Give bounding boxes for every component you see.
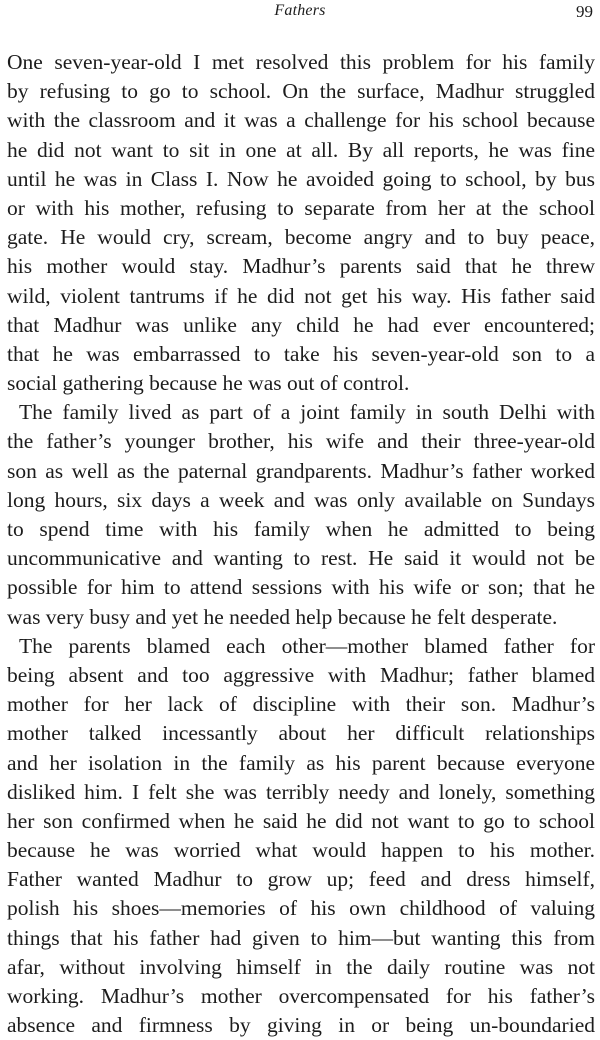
page-number: 99 (576, 2, 593, 21)
text-line: uncommunicative and wanting to rest. He said it would not be (7, 546, 595, 571)
text-line: mother for her lack of discipline with their son. Madhur’s (7, 692, 595, 717)
text-line: wild, violent tantrums if he did not get his way. His father said (7, 283, 595, 308)
text-line: mother talked incessantly about her difficult relationships (7, 721, 595, 746)
text-line: gate. He would cry, scream, become angry and to buy peace, (7, 225, 595, 250)
text-line: until he was in Class I. Now he avoided going to school, by bus (7, 166, 595, 191)
text-line: being absent and too aggressive with Madhur; father blamed (7, 662, 595, 687)
text-line: absence and firmness by giving in or being un-boundaried (7, 1013, 595, 1038)
text-line: her son confirmed when he said he did not want to go to school (7, 808, 595, 833)
text-line: One seven-year-old I met resolved this problem for his family (7, 50, 595, 74)
paragraph (7, 398, 595, 632)
running-title: Fathers (274, 2, 326, 19)
text-line: things that his father had given to him—but wanting this from (7, 925, 595, 950)
text-line: disliked him. I felt she was terribly needy and lonely, something (7, 779, 595, 804)
text-line: or with his mother, refusing to separate from her at the school (7, 195, 595, 220)
text-line: polish his shoes—memories of his own childhood of valuing (7, 896, 595, 921)
paragraph (7, 632, 595, 1040)
text-line: afar, without involving himself in the daily routine was not (7, 954, 595, 979)
paragraph (7, 48, 595, 398)
text-line: he did not want to sit in one at all. By all reports, he was fine (7, 137, 595, 162)
text-line: long hours, six days a week and was only available on Sundays (7, 487, 595, 512)
text-line: working. Madhur’s mother overcompensated for his father’s (7, 984, 595, 1008)
text-line: that Madhur was unlike any child he had ever encountered; (7, 312, 595, 337)
text-line: the father’s younger brother, his wife and their three-year-old (7, 429, 595, 454)
text-line: The family lived as part of a joint family in south Delhi with (19, 400, 595, 425)
running-head (0, 2, 600, 24)
text-line: was very busy and yet he needed help because he felt desperate. (7, 604, 558, 629)
text-line: with the classroom and it was a challenge for his school because (7, 108, 595, 133)
text-line: Father wanted Madhur to grow up; feed and dress himself, (7, 867, 595, 892)
text-line: possible for him to attend sessions with his wife or son; that he (7, 575, 595, 600)
text-line: that he was embarrassed to take his seven-year-old son to a (7, 341, 595, 366)
text-line: and her isolation in the family as his parent because everyone (7, 750, 595, 775)
text-line: his mother would stay. Madhur’s parents said that he threw (7, 254, 595, 279)
text-line: The parents blamed each other—mother blamed father for (19, 633, 595, 658)
text-line: son as well as the paternal grandparents. Madhur’s father worked (7, 458, 595, 483)
text-line: to spend time with his family when he admitted to being (7, 517, 595, 541)
text-line: by refusing to go to school. On the surface, Madhur struggled (7, 79, 595, 104)
text-line: because he was worried what would happen to his mother. (7, 838, 595, 863)
text-line: social gathering because he was out of control. (7, 371, 410, 396)
body-text (7, 48, 595, 1040)
